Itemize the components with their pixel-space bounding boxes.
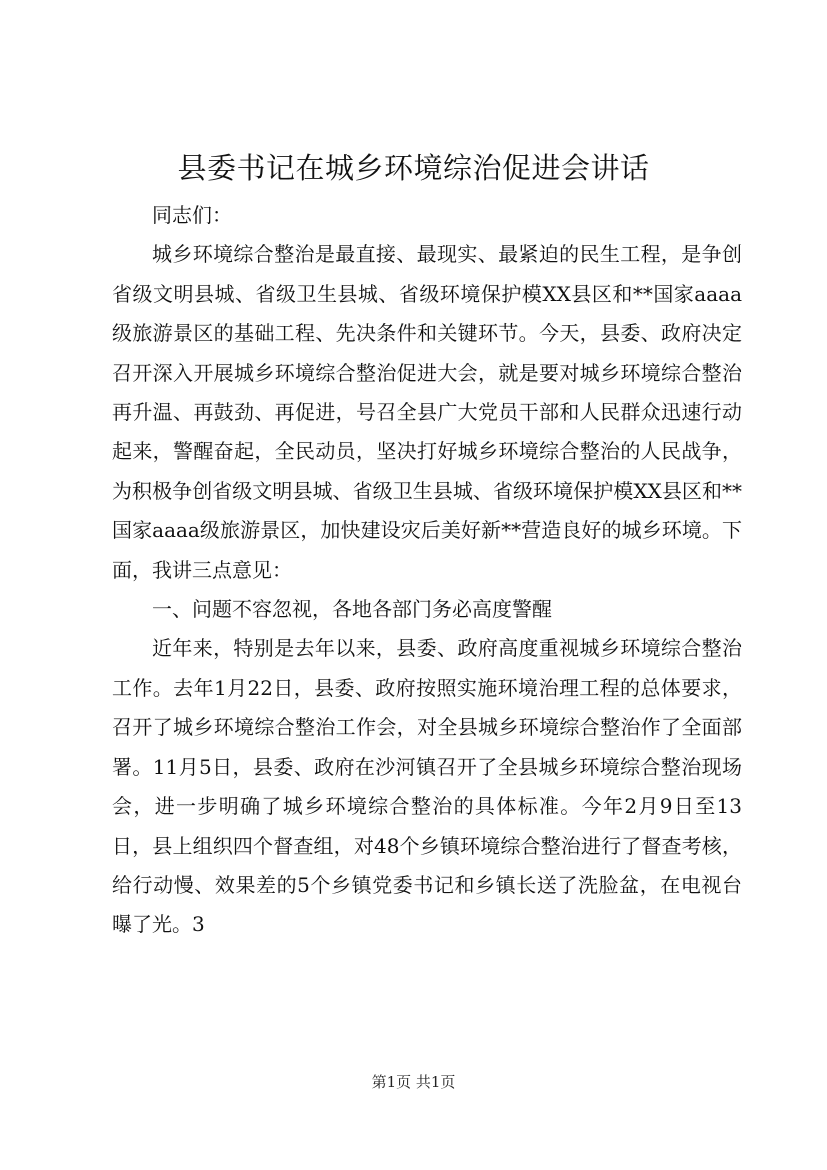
greeting: 同志们： bbox=[152, 203, 232, 227]
document-title: 县委书记在城乡环境综治促进会讲话 bbox=[177, 151, 650, 185]
paragraph-section-one: 近年来，特别是去年以来，县委、政府高度重视城乡环境综合整治工作。去年1月22日，县委、政府按照实施环境治理工程的总体要求，召开了城乡环境综合整治工作会，对全县城乡环境综合整治作了全面部署。11月5日，县委、政府在沙河镇召开了全县城乡环境综合整治现场会，进一步明确了城乡环境综合整治的具体标准。今年2月9日至13日，县上组织四个督查组，对48个乡镇环境综合整治进行了督查考核，给行动慢、效果差的5个乡镇党委书记和乡镇长送了洗脸盆，在电视台曝了光。3 bbox=[112, 636, 742, 937]
section-heading: 一、问题不容忽视，各地各部门务必高度警醒 bbox=[152, 597, 552, 622]
document-body bbox=[112, 196, 742, 945]
page-footer: 第1页 共1页 bbox=[371, 1073, 456, 1091]
paragraph-intro: 城乡环境综合整治是最直接、最现实、最紧迫的民生工程，是争创省级文明县城、省级卫生县城、省级环境保护模XX县区和**国家aaaa级旅游景区的基础工程、先决条件和关键环节。今天，县委、政府决定召开深入开展城乡环境综合整治促进大会，就是要对城乡环境综合整治再升温、再鼓劲、再促进，号召全县广大党员干部和人民群众迅速行动起来，警醒奋起，全民动员，坚决打好城乡环境综合整治的人民战争，为积极争创省级文明县城、省级卫生县城、省级环境保护模XX县区和**国家aaaa级旅游景区，加快建设灾后美好新**营造良好的城乡环境。下面，我讲三点意见： bbox=[112, 242, 742, 582]
